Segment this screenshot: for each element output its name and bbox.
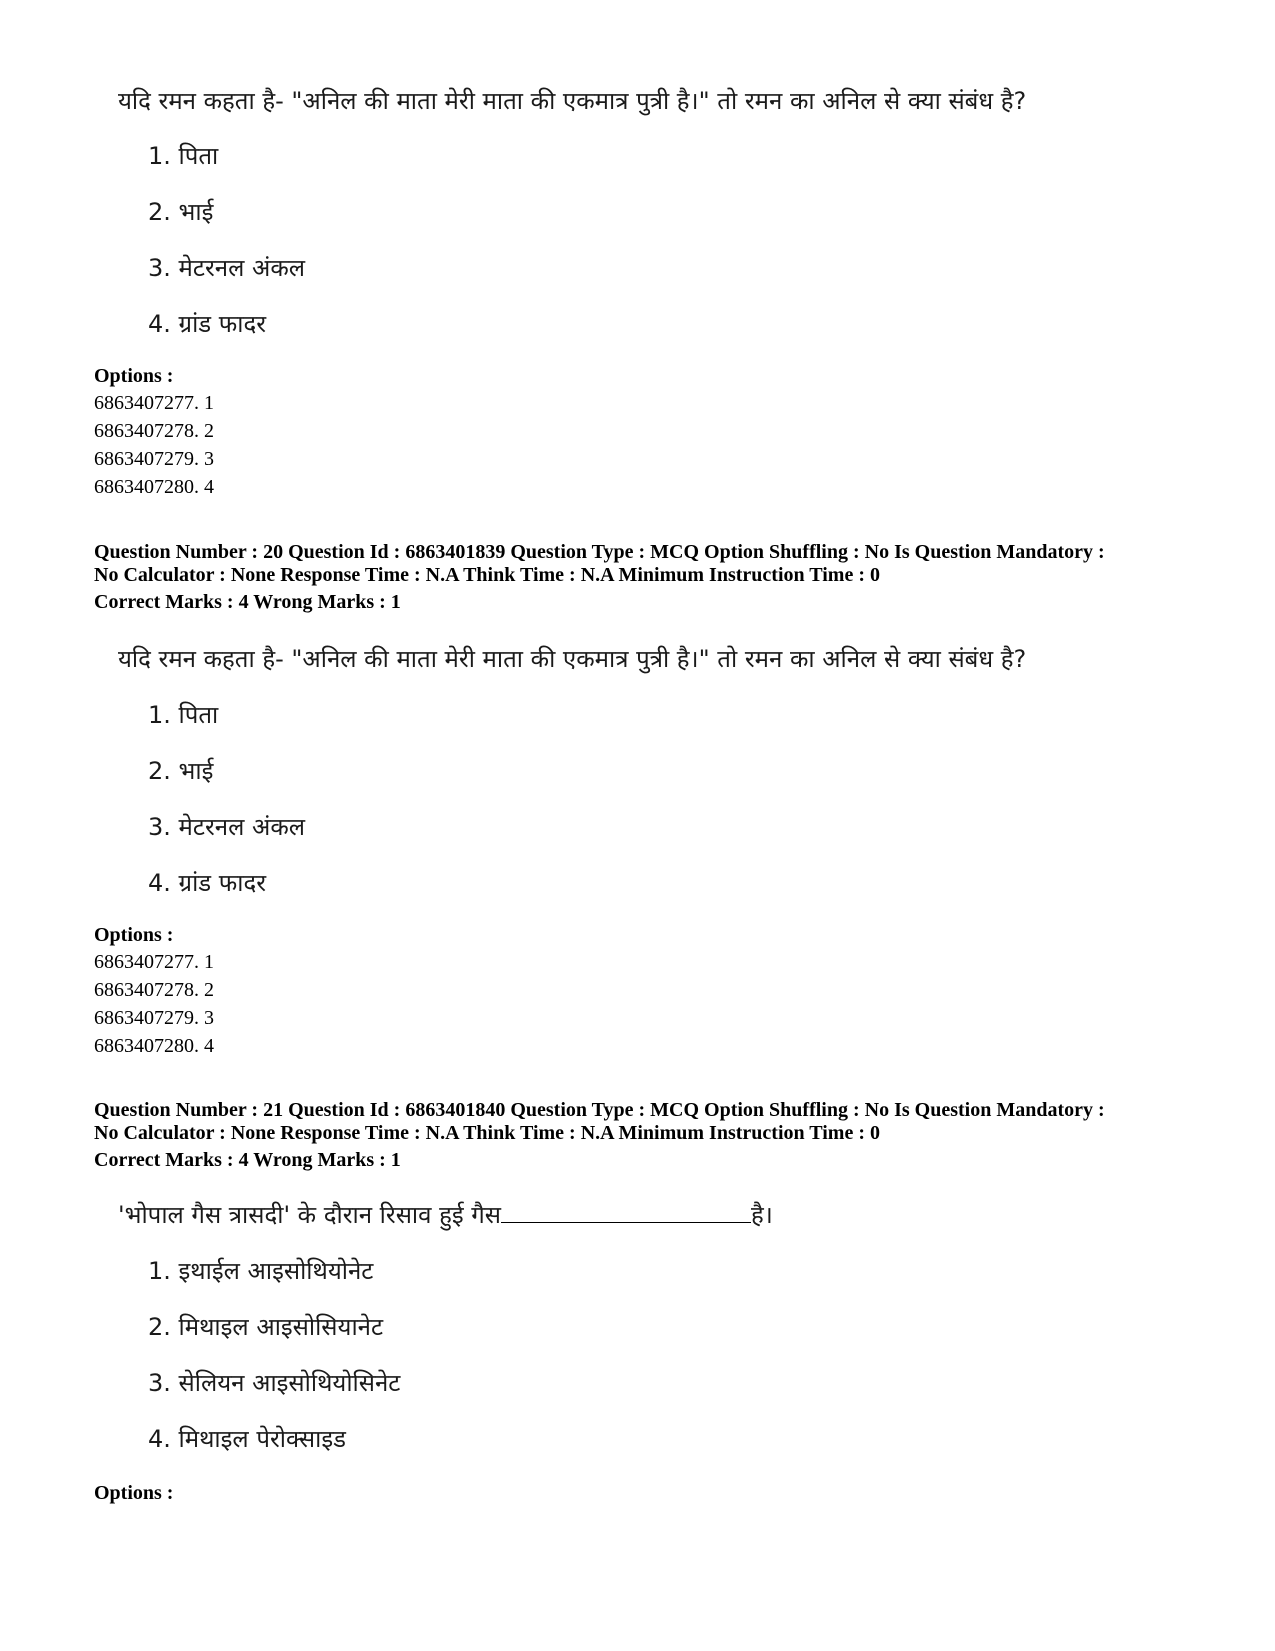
options-label: Options : <box>94 365 174 387</box>
choice-3: 3. मेटरनल अंकल <box>148 813 306 841</box>
option-id-2: 6863407278. 2 <box>94 420 214 442</box>
question-text-end: है। <box>751 1201 773 1229</box>
choice-1: 1. पिता <box>148 142 219 170</box>
question-marks: Correct Marks : 4 Wrong Marks : 1 <box>94 591 401 613</box>
option-id-2: 6863407278. 2 <box>94 979 214 1001</box>
question-text: यदि रमन कहता है- "अनिल की माता मेरी माता की एकमात्र पुत्री है।" तो रमन का अनिल से क्या संबंध है? <box>118 645 1027 673</box>
choice-4: 4. ग्रांड फादर <box>148 310 267 338</box>
option-id-3: 6863407279. 3 <box>94 448 214 470</box>
choice-3: 3. सेलियन आइसोथियोसिनेट <box>148 1369 401 1397</box>
question-marks: Correct Marks : 4 Wrong Marks : 1 <box>94 1149 401 1171</box>
option-id-1: 6863407277. 1 <box>94 951 214 973</box>
options-label: Options : <box>94 1482 174 1504</box>
choice-2: 2. मिथाइल आइसोसियानेट <box>148 1313 384 1341</box>
options-label: Options : <box>94 924 174 946</box>
question-meta-line1: Question Number : 20 Question Id : 6863401839 Question Type : MCQ Option Shuffling : No Is Question Mandatory : <box>94 541 1105 563</box>
option-id-4: 6863407280. 4 <box>94 1035 214 1057</box>
question-text <box>118 1200 773 1230</box>
choice-4: 4. मिथाइल पेरोक्साइड <box>148 1425 346 1453</box>
option-id-1: 6863407277. 1 <box>94 392 214 414</box>
choice-3: 3. मेटरनल अंकल <box>148 254 306 282</box>
choice-2: 2. भाई <box>148 757 214 785</box>
question-meta-line1: Question Number : 21 Question Id : 6863401840 Question Type : MCQ Option Shuffling : No Is Question Mandatory : <box>94 1099 1105 1121</box>
option-id-3: 6863407279. 3 <box>94 1007 214 1029</box>
choice-4: 4. ग्रांड फादर <box>148 869 267 897</box>
choice-1: 1. इथाईल आइसोथियोनेट <box>148 1257 374 1285</box>
fill-in-blank <box>501 1200 751 1223</box>
choice-1: 1. पिता <box>148 701 219 729</box>
question-text: यदि रमन कहता है- "अनिल की माता मेरी माता की एकमात्र पुत्री है।" तो रमन का अनिल से क्या संबंध है? <box>118 87 1027 115</box>
question-meta-line2: No Calculator : None Response Time : N.A Think Time : N.A Minimum Instruction Time : 0 <box>94 564 880 586</box>
option-id-4: 6863407280. 4 <box>94 476 214 498</box>
choice-2: 2. भाई <box>148 198 214 226</box>
question-text-start: 'भोपाल गैस त्रासदी' के दौरान रिसाव हुई गैस <box>118 1201 502 1229</box>
question-meta-line2: No Calculator : None Response Time : N.A Think Time : N.A Minimum Instruction Time : 0 <box>94 1122 880 1144</box>
